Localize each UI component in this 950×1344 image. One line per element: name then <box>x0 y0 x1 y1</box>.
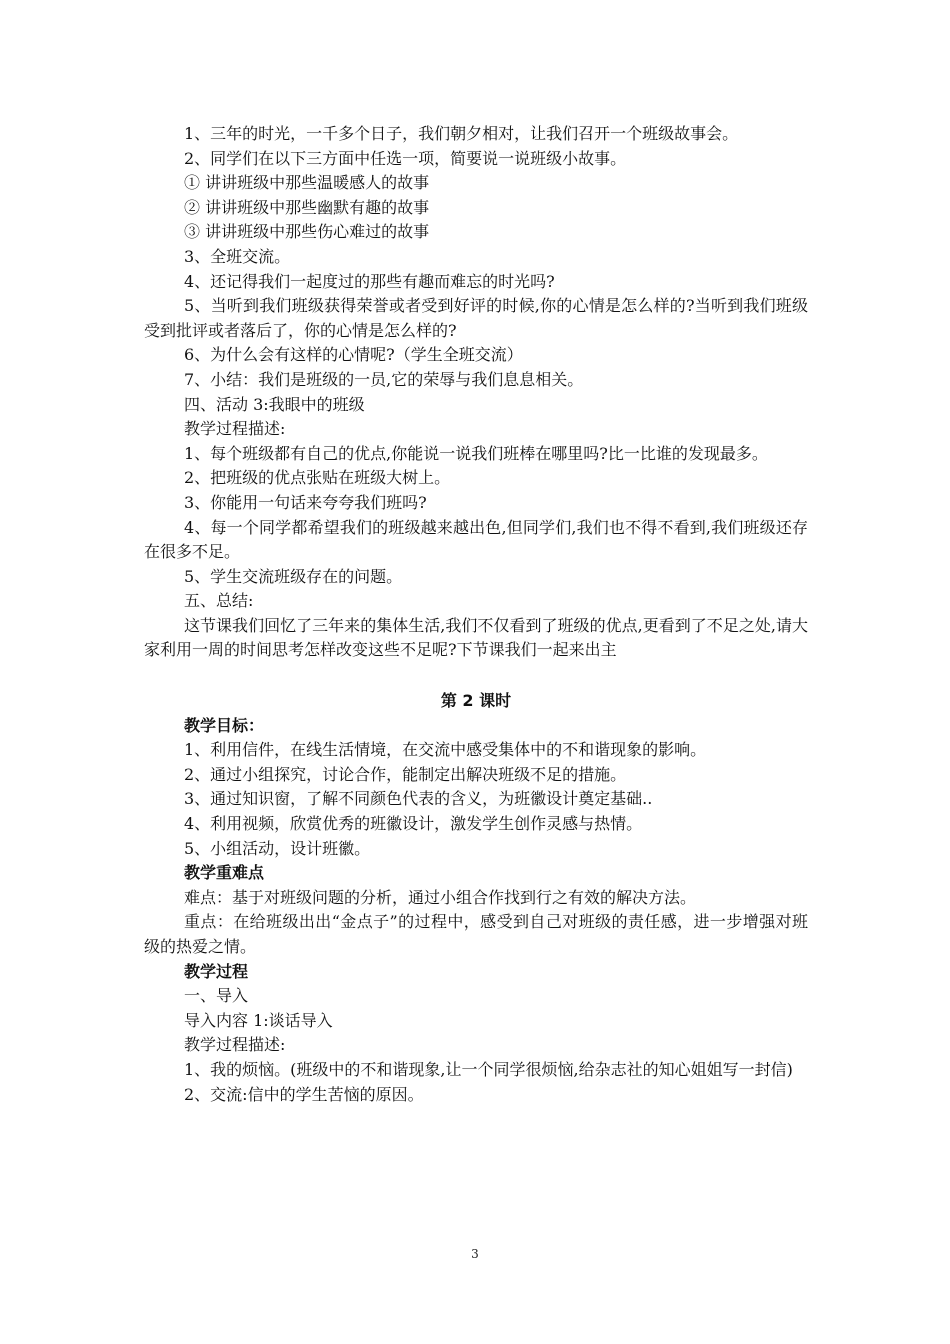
process-item: 1、我的烦恼。(班级中的不和谐现象,让一个同学很烦恼,给杂志社的知心姐姐写一封信) <box>184 1059 793 1079</box>
paragraph: 3、你能用一句话来夸夸我们班吗? <box>184 492 427 512</box>
key-point: 重点：在给班级出出“金点子”的过程中，感受到自己对班级的责任感，进一步增强对班级的热爱之情。 <box>144 912 808 956</box>
paragraph: 5、学生交流班级存在的问题。 <box>184 566 403 586</box>
spacer <box>144 663 808 689</box>
section-title: 五、总结: <box>184 591 254 611</box>
goal-item: 2、通过小组探究，讨论合作，能制定出解决班级不足的措施。 <box>184 764 627 784</box>
paragraph: 1、每个班级都有自己的优点,你能说一说我们班棒在哪里吗?比一比谁的发现最多。 <box>184 443 768 463</box>
paragraph: 1、三年的时光，一千多个日子，我们朝夕相对，让我们召开一个班级故事会。 <box>184 124 739 143</box>
paragraph: 4、每一个同学都希望我们的班级越来越出色,但同学们,我们也不得不看到,我们班级还存在很多不足。 <box>144 517 808 562</box>
goals-title: 教学目标： <box>184 715 265 735</box>
list-item: ③ 讲讲班级中那些伤心难过的故事 <box>184 222 430 242</box>
goal-item: 5、小组活动，设计班徽。 <box>184 838 371 858</box>
key-point: 难点：基于对班级问题的分析，通过小组合作找到行之有效的解决方法。 <box>184 887 697 907</box>
paragraph: 这节课我们回忆了三年来的集体生活,我们不仅看到了班级的优点,更看到了不足之处,请大家利用一周的时间思考怎样改变这些不足呢?下节课我们一起来出主 <box>144 615 808 660</box>
paragraph: 2、把班级的优点张贴在班级大树上。 <box>184 468 451 488</box>
process-item: 教学过程描述: <box>184 1035 286 1055</box>
process-item: 2、交流:信中的学生苦恼的原因。 <box>184 1084 424 1104</box>
section-title: 四、活动 3:我眼中的班级 <box>184 394 365 414</box>
goal-item: 1、利用信件，在线生活情境，在交流中感受集体中的不和谐现象的影响。 <box>184 740 707 760</box>
paragraph: 教学过程描述: <box>184 419 286 439</box>
goal-item: 3、通过知识窗，了解不同颜色代表的含义，为班徽设计奠定基础.. <box>184 789 653 809</box>
paragraph: 7、小结：我们是班级的一员,它的荣辱与我们息息相关。 <box>184 369 584 389</box>
process-item: 一、导入 <box>184 986 249 1006</box>
page-body <box>144 122 808 1107</box>
key-points-title: 教学重难点 <box>184 863 265 883</box>
paragraph: 6、为什么会有这样的心情呢?（学生全班交流） <box>184 345 523 365</box>
page-number: 3 <box>471 1247 479 1261</box>
process-title: 教学过程 <box>184 961 249 981</box>
paragraph: 2、同学们在以下三方面中任选一项，简要说一说班级小故事。 <box>184 148 627 168</box>
goal-item: 4、利用视频，欣赏优秀的班徽设计，激发学生创作灵感与热情。 <box>184 814 643 834</box>
paragraph: 3、全班交流。 <box>184 246 291 266</box>
list-item: ① 讲讲班级中那些温暖感人的故事 <box>184 173 430 193</box>
lesson-heading: 第 2 课时 <box>440 691 512 711</box>
list-item: ② 讲讲班级中那些幽默有趣的故事 <box>184 197 430 217</box>
process-item: 导入内容 1:谈话导入 <box>184 1010 333 1030</box>
paragraph: 4、还记得我们一起度过的那些有趣而难忘的时光吗? <box>184 271 555 291</box>
paragraph: 5、当听到我们班级获得荣誉或者受到好评的时候,你的心情是怎么样的?当听到我们班级受到批评或者落后了，你的心情是怎么样的? <box>144 296 808 340</box>
